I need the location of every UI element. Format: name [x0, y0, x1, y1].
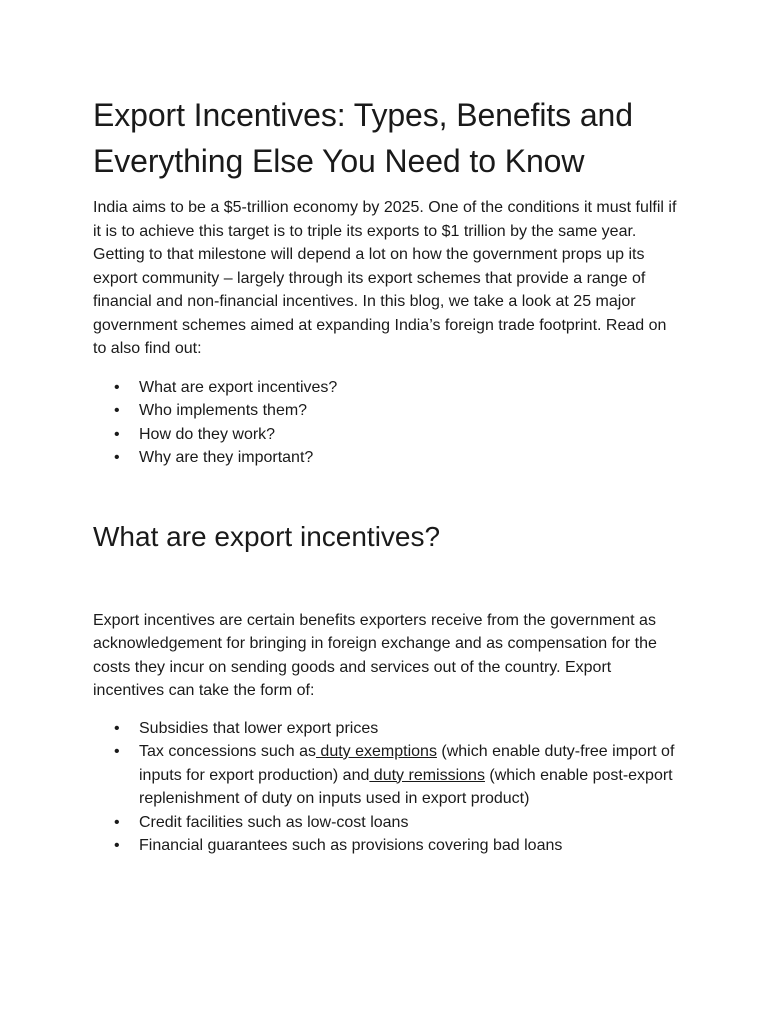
intro-bullet-list	[93, 376, 683, 470]
list-item: • Why are they important?	[93, 446, 683, 470]
bullet-icon: •	[114, 743, 120, 760]
incentive-forms-list	[93, 717, 683, 858]
bullet-icon: •	[114, 425, 120, 443]
list-item: • Subsidies that lower export prices	[93, 717, 683, 741]
list-item: • Who implements them?	[93, 399, 683, 423]
duty-exemptions-link[interactable]: duty exemptions	[315, 743, 437, 760]
list-item: • Credit facilities such as low-cost loans	[93, 811, 683, 835]
bullet-icon: •	[114, 813, 120, 831]
list-item: • Financial guarantees such as provisions covering bad loans	[93, 834, 683, 858]
page-title: Export Incentives: Types, Benefits and Everything Else You Need to Know	[93, 97, 633, 179]
bullet-icon: •	[114, 719, 120, 737]
bullet-icon: •	[114, 449, 120, 466]
list-item: • Tax concessions such as duty exemptions (which enable duty-free import of inputs for export production) and duty remissions (which enable post-export replenishment of duty on inputs used in export product)	[93, 740, 683, 811]
bullet-icon: •	[114, 837, 120, 854]
section-heading: What are export incentives?	[93, 520, 441, 552]
bullet-icon: •	[114, 402, 120, 419]
list-item: • What are export incentives?	[93, 376, 683, 400]
document-page	[93, 92, 683, 858]
list-item: • How do they work?	[93, 423, 683, 447]
intro-paragraph: India aims to be a $5-trillion economy by 2025. One of the conditions it must fulfil if it is to achieve this target is to triple its exports to $1 trillion by the same year. Getting to that milestone will depend a lot on how the government props up its export community – largely through its export schemes that provide a range of financial and non-financial incentives. In this blog, we take a look at 25 major government schemes aimed at expanding India’s foreign trade footprint. Read on to also find out:	[93, 199, 677, 357]
section-paragraph: Export incentives are certain benefits exporters receive from the government as acknowledgement for bringing in foreign exchange and as compensation for the costs they incur on sending goods and services out of the country. Export incentives can take the form of:	[93, 611, 657, 699]
bullet-icon: •	[114, 378, 120, 396]
duty-remissions-link[interactable]: duty remissions	[369, 766, 485, 784]
